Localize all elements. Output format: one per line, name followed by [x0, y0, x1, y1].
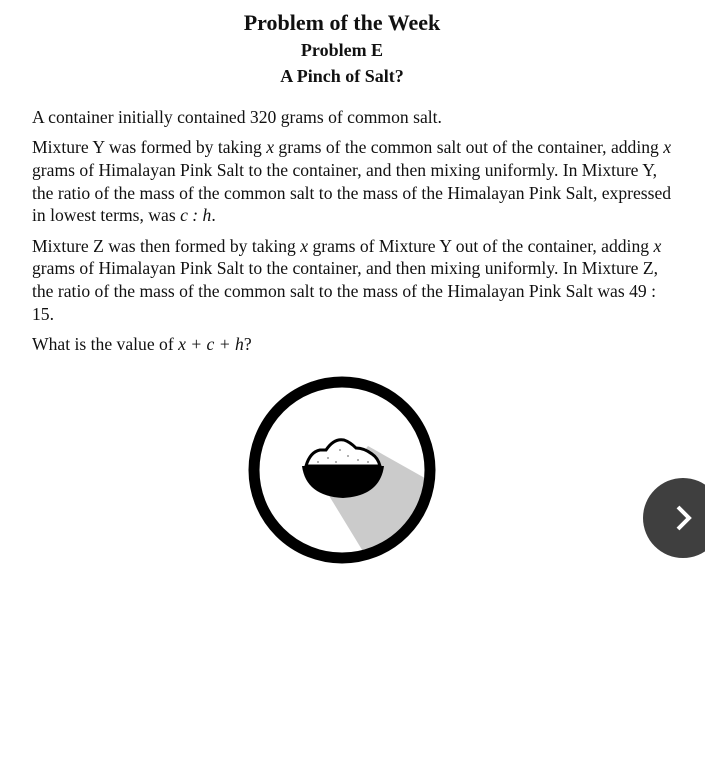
text: grams of Himalayan Pink Salt to the container, and then mixing uniformly. In Mixture Y, the ratio of the mass of the common salt to the mass of the Himalayan Pink Salt, expressed in lowest terms, was [32, 159, 672, 226]
math-var: x [300, 235, 309, 256]
problem-text [32, 106, 672, 363]
problem-level: Problem E [300, 40, 384, 60]
paragraph-initial: A container initially contained 320 grams of common salt. [32, 107, 442, 127]
question [32, 333, 672, 356]
paragraph-mixture-z [32, 235, 672, 326]
math-var: x [266, 137, 275, 158]
text: Mixture Y was formed by taking [32, 137, 267, 158]
text: ? [243, 333, 252, 354]
text: Mixture Z was then formed by taking [32, 235, 301, 256]
math-ratio: c : h [180, 205, 212, 226]
text: . [211, 205, 216, 226]
page-title: Problem of the Week [243, 10, 441, 35]
paragraph-mixture-y [32, 136, 672, 227]
text: What is the value of [32, 333, 179, 354]
problem-title: A Pinch of Salt? [280, 66, 404, 86]
text: grams of the common salt out of the container, adding [274, 137, 664, 158]
text: grams of Mixture Y out of the container, adding [308, 235, 654, 256]
math-expression: x + c + h [178, 333, 244, 354]
math-var: x [653, 235, 662, 256]
math-var: x [663, 137, 672, 158]
text: grams of Himalayan Pink Salt to the container, and then mixing uniformly. In Mixture Z, the ratio of the mass of the common salt to the mass of the Himalayan Pink Salt was 49 : 15. [32, 258, 659, 324]
chevron-right-icon [671, 504, 697, 532]
next-button[interactable] [643, 478, 705, 558]
salt-bowl-icon [248, 376, 436, 564]
